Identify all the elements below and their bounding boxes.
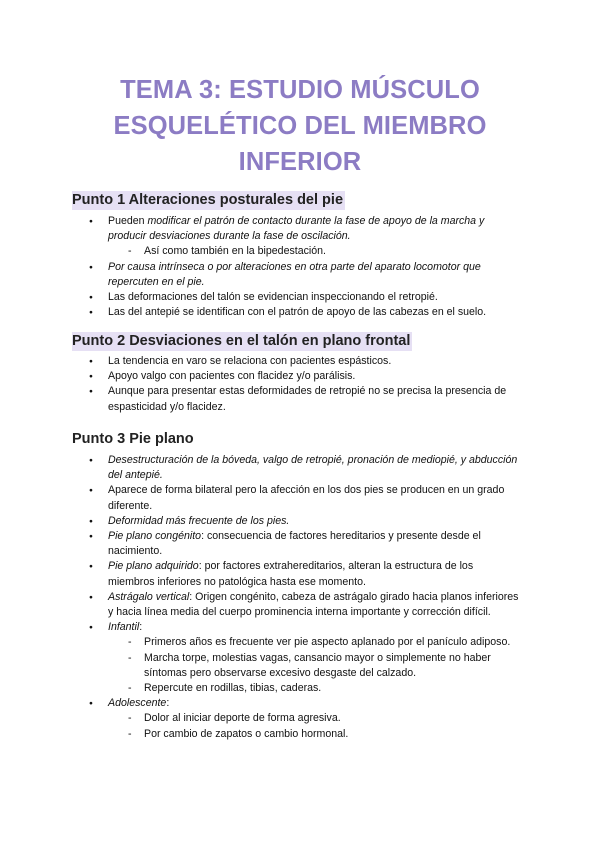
list-item: - Repercute en rodillas, tibias, caderas. xyxy=(0,681,600,696)
list-item: ● Por causa intrínseca o por alteraciones en otra parte del aparato locomotor que repercuten en el pie. xyxy=(0,260,600,290)
list-item: ● Pueden modificar el patrón de contacto durante la fase de apoyo de la marcha y producir desviaciones durante la fase de oscilación. xyxy=(0,214,600,244)
list-item: ● Astrágalo vertical: Origen congénito, cabeza de astrágalo girado hacia planos inferiores y hacia línea media del cuerpo prominencia interna importante y corrección difícil. xyxy=(0,590,600,620)
list-item: - Primeros años es frecuente ver pie aspecto aplanado por el panículo adiposo. xyxy=(0,635,600,650)
section-heading-punto-2 xyxy=(72,333,412,349)
list-item: ● Las deformaciones del talón se evidencian inspeccionando el retropié. xyxy=(0,290,600,305)
section-heading-text: Punto 3 Pie plano xyxy=(72,431,194,447)
section-heading-punto-1 xyxy=(72,192,345,208)
list-item: ● Aparece de forma bilateral pero la afección en los dos pies se producen en un grado diferente. xyxy=(0,483,600,513)
list-item: ● Deformidad más frecuente de los pies. xyxy=(0,514,600,529)
title-line-2: ESQUELÉTICO DEL MIEMBRO xyxy=(113,112,487,140)
list-item: ● Adolescente: xyxy=(0,696,600,711)
section-heading-text: Punto 1 Alteraciones posturales del pie xyxy=(72,192,344,208)
bullet-list-punto-1 xyxy=(0,214,600,320)
section-heading-punto-3 xyxy=(72,431,194,447)
list-item: - Marcha torpe, molestias vagas, cansancio mayor o simplemente no haber síntomas pero observarse excesivo desgaste del calzado. xyxy=(0,651,600,681)
list-item: ● Aunque para presentar estas deformidades de retropié no se precisa la presencia de espasticidad y/o flacidez. xyxy=(0,384,600,414)
list-item: ● Las del antepié se identifican con el patrón de apoyo de las cabezas en el suelo. xyxy=(0,305,600,320)
bullet-list-punto-2 xyxy=(0,354,600,415)
list-item: - Por cambio de zapatos o cambio hormonal. xyxy=(0,727,600,742)
bullet-list-punto-3 xyxy=(0,453,600,742)
list-item: ● Pie plano congénito: consecuencia de factores hereditarios y presente desde el nacimiento. xyxy=(0,529,600,559)
title-line-1: TEMA 3: ESTUDIO MÚSCULO xyxy=(120,76,480,104)
list-item: ● La tendencia en varo se relaciona con pacientes espásticos. xyxy=(0,354,600,369)
list-item: - Dolor al iniciar deporte de forma agresiva. xyxy=(0,711,600,726)
list-item: ● Apoyo valgo con pacientes con flacidez y/o parálisis. xyxy=(0,369,600,384)
section-heading-text: Punto 2 Desviaciones en el talón en plano frontal xyxy=(72,333,411,349)
list-item: - Así como también en la bipedestación. xyxy=(0,244,600,259)
list-item: ● Pie plano adquirido: por factores extrahereditarios, alteran la estructura de los miembros inferiores no patológica hasta ese momento. xyxy=(0,559,600,589)
list-item: ● Infantil: xyxy=(0,620,600,635)
document-title xyxy=(60,72,540,180)
list-item: ● Desestructuración de la bóveda, valgo de retropié, pronación de mediopié, y abducción del antepié. xyxy=(0,453,600,483)
title-line-3: INFERIOR xyxy=(238,148,362,176)
